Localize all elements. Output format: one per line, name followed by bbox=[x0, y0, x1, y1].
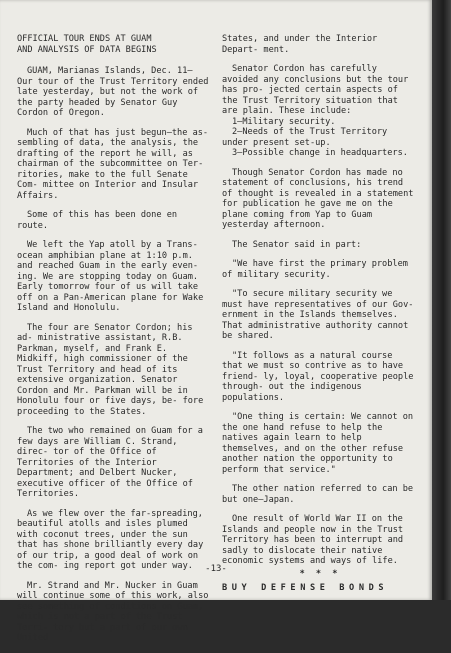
paragraph: "To secure military security we must have representatives of our Gov- ernment in the Islands themselves. That administrative authority cannot be shared. bbox=[222, 289, 414, 341]
list bbox=[222, 117, 418, 159]
list-item: 2—Needs of the Trust Territory under present set-up. bbox=[222, 127, 388, 148]
paragraph: "It follows as a natural course that we must so contrive as to have friend- ly, loyal, cooperative people through- out the indigenous populations. bbox=[222, 350, 414, 403]
paragraph: GUAM, Marianas Islands, Dec. 11— Our tour of the Trust Territory ended late yesterday, but not the work of the party headed by Senator Guy Cordon of Oregon. bbox=[17, 66, 209, 118]
paragraph: "We have first the primary problem of military security. bbox=[222, 259, 408, 280]
paragraph: Though Senator Cordon has made no statement of conclusions, his trend of thought is revealed in a statement for publication he gave me on the plane coming from Yap to Guam yesterday afternoon. bbox=[222, 167, 414, 230]
headline-line-1: OFFICIAL TOUR ENDS AT GUAM bbox=[17, 34, 152, 44]
list-item: 1—Military security. bbox=[232, 116, 336, 127]
left-column bbox=[17, 34, 212, 653]
paragraph: The other nation referred to can be but one—Japan. bbox=[222, 484, 414, 505]
paragraph: "One thing is certain: We cannot on the one hand refuse to help the natives again learn to help themselves, and on the other refuse another nation the opportunity to perform that service." bbox=[222, 412, 414, 475]
buy-defense-bonds-slogan: BUY DEFENSE BONDS bbox=[222, 583, 389, 593]
section-divider-stars: * * * bbox=[299, 568, 341, 579]
article-headline bbox=[17, 34, 212, 55]
paragraph: Some of this has been done en route. bbox=[17, 210, 178, 231]
headline-line-2: AND ANALYSIS OF DATA BEGINS bbox=[17, 44, 157, 55]
right-column bbox=[222, 34, 418, 594]
paragraph: Senator Cordon has carefully avoided any conclusions but the tour has pro- jected certain aspects of the Trust Territory situation that are plain. These include: bbox=[222, 64, 409, 116]
paragraph: The Senator said in part: bbox=[232, 239, 362, 250]
paragraph: One result of World War II on the Islands and people now in the Trust Territory has been to interrupt and sadly to dislocate their native economic systems and ways of life. bbox=[222, 514, 404, 566]
paragraph-continuation: States, and under the Interior Depart- ment. bbox=[222, 34, 378, 55]
paragraph: Much of that has just begun—the as- sembling of data, the analysis, the drafting of the report he will, as chairman of the subcommittee on Ter- ritories, make to the full Senate Com- mittee on Interior and Insular Affairs. bbox=[17, 127, 209, 201]
book-binding-edge bbox=[432, 0, 451, 600]
paragraph: We left the Yap atoll by a Trans- ocean amphibian plane at 1:10 p.m. and reached Guam in the early even- ing. We are stopping today on Guam. Early tomorrow four of us will take off on a Pan-American plane for Wake Island and Honolulu. bbox=[17, 240, 204, 313]
paragraph: The two who remained on Guam for a few days are William C. Strand, direc- tor of the Office of Territories of the Interior Department; and Delbert Nucker, executive officer of the Office of Territories. bbox=[17, 426, 203, 499]
paragraph: The four are Senator Cordon; his ad- ministrative assistant, R.B. Parkman, myself, and Frank E. Midkiff, high commissioner of the Trust Territory and head of its extensive organization. Senator Cordon and Mr. Parkman will be in Honolulu four or five days, be- fore proceeding to the States. bbox=[17, 322, 204, 417]
paragraph: As we flew over the far-spreading, beautiful atolls and isles plumed with coconut trees, under the sun that has shone brilliantly every day of our trip, a good deal of work on the com- ing report got under way. bbox=[17, 508, 204, 571]
list-item: 3—Possible change in headquarters. bbox=[232, 148, 408, 158]
paragraph: Mr. Strand and Mr. Nucker in Guam will continue some of this work, also see something of conditions on Guam, which is not a part of the Trust Terri- tory but a part of our own United bbox=[17, 580, 209, 643]
page-number: -13- bbox=[205, 564, 227, 574]
